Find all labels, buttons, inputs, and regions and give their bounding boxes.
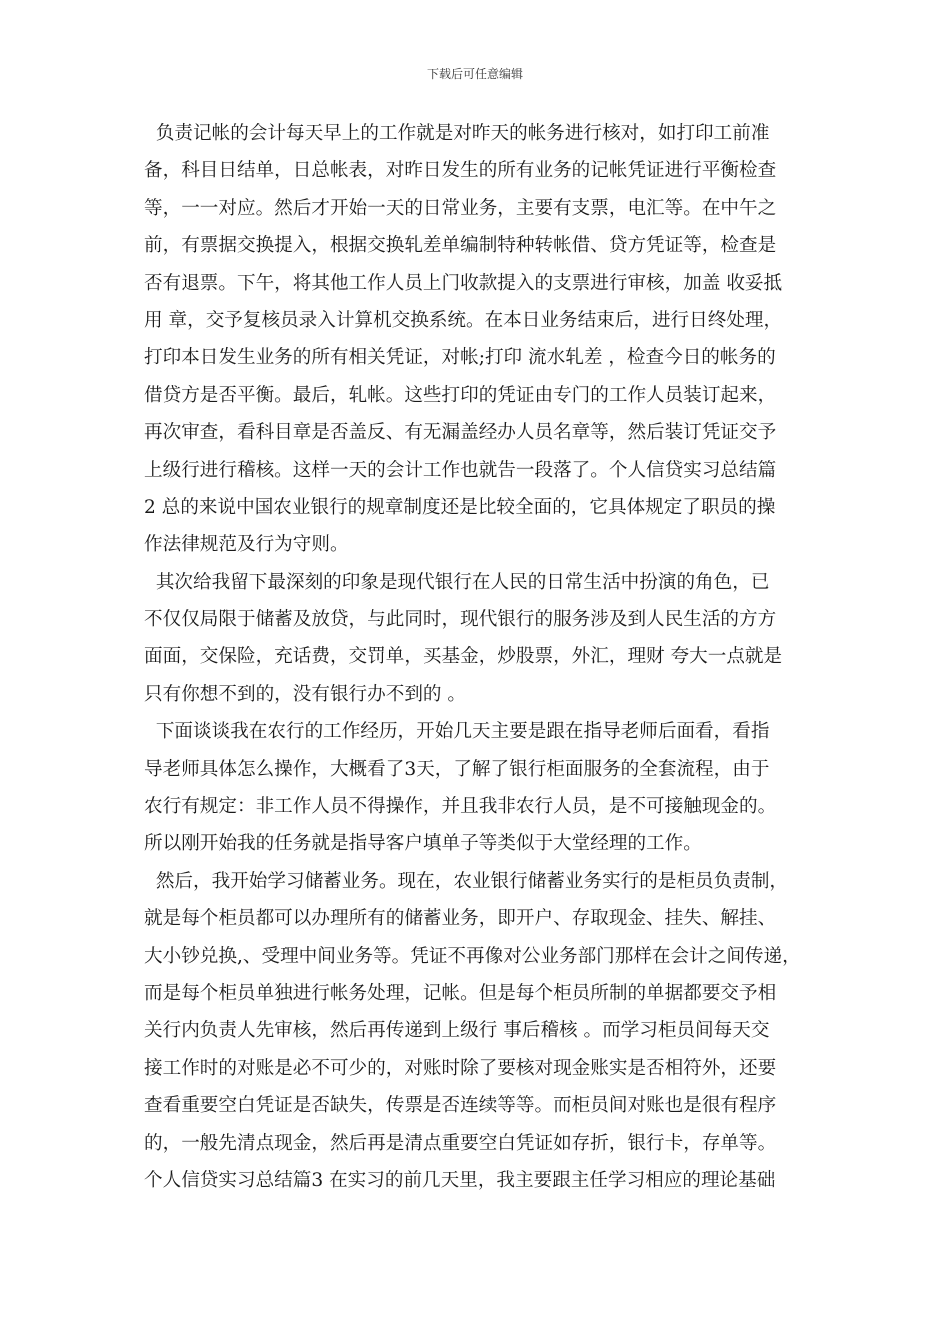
text-line: 2 总的来说中国农业银行的规章制度还是比较全面的，它具体规定了职员的操: [144, 496, 776, 518]
text-line: 的，一般先清点现金，然后再是清点重要空白凭证如存折，银行卡，存单等。: [144, 1132, 777, 1154]
page-header: 下载后可任意编辑: [426, 67, 523, 81]
text-line: 借贷方是否平衡。最后，轧帐。这些打印的凭证由专门的工作人员装订起来，: [144, 384, 777, 406]
text-line: 前，有票据交换提入，根据交换轧差单编制特种转帐借、贷方凭证等，检查是: [144, 235, 777, 257]
text-line: 不仅仅局限于储蓄及放贷，与此同时，现代银行的服务涉及到人民生活的方方: [144, 609, 777, 631]
text-line: 所以刚开始我的任务就是指导客户填单子等类似于大堂经理的工作。: [144, 833, 702, 855]
text-line: 大小钞兑换,、受理中间业务等。凭证不再像对公业务部门那样在会计之间传递，: [144, 945, 801, 967]
text-line: 等，一一对应。然后才开始一天的日常业务，主要有支票，电汇等。在中午之: [144, 197, 777, 219]
text-line: 打印本日发生业务的所有相关凭证，对帐;打印 流水轧差 ，检查今日的帐务的: [144, 347, 776, 369]
text-line: 负责记帐的会计每天早上的工作就是对昨天的帐务进行核对，如打印工前准: [144, 123, 770, 144]
text-line: 面面，交保险，充话费，交罚单，买基金，炒股票，外汇，理财 夸大一点就是: [144, 646, 783, 668]
text-line: 再次审查，看科目章是否盖反、有无漏盖经办人员名章等，然后装订凭证交予: [144, 422, 777, 444]
text-line: 而是每个柜员单独进行帐务处理，记帐。但是每个柜员所制的单据都要交予相: [144, 982, 777, 1004]
text-line: 个人信贷实习总结篇3 在实习的前几天里，我主要跟主任学习相应的理论基础: [144, 1169, 776, 1191]
text-line: 下面谈谈我在农行的工作经历，开始几天主要是跟在指导老师后面看，看指: [144, 721, 770, 743]
text-line: 农行有规定：非工作人员不得操作，并且我非农行人员，是不可接触现金的。: [144, 796, 777, 818]
text-line: 接工作时的对账是必不可少的，对账时除了要核对现金账实是否相符外，还要: [144, 1057, 777, 1079]
text-line: 只有你想不到的，没有银行办不到的 。: [144, 683, 467, 705]
document-body: [144, 115, 816, 1199]
text-line: 其次给我留下最深刻的印象是现代银行在人民的日常生活中扮演的角色，已: [144, 571, 770, 593]
text-line: 否有退票。下午，将其他工作人员上门收款提入的支票进行审核，加盖 收妥抵: [144, 272, 783, 294]
text-line: 就是每个柜员都可以办理所有的储蓄业务，即开户、存取现金、挂失、解挂、: [144, 908, 777, 930]
text-line: 查看重要空白凭证是否缺失，传票是否连续等等。而柜员间对账也是很有程序: [144, 1095, 777, 1117]
text-line: 作法律规范及行为守则。: [144, 534, 349, 556]
text-line: 备，科目日结单，日总帐表，对昨日发生的所有业务的记帐凭证进行平衡检查: [144, 160, 777, 182]
text-line: 用 章，交予复核员录入计算机交换系统。在本日业务结束后，进行日终处理，: [144, 309, 783, 331]
text-line: 上级行进行稽核。这样一天的会计工作也就告一段落了。个人信贷实习总结篇: [144, 459, 777, 481]
text-line: 关行内负责人先审核，然后再传递到上级行 事后稽核 。而学习柜员间每天交: [144, 1020, 770, 1042]
text-line: 导老师具体怎么操作，大概看了3天，了解了银行柜面服务的全套流程，由于: [144, 758, 770, 780]
text-line: 然后，我开始学习储蓄业务。现在，农业银行储蓄业务实行的是柜员负责制，: [144, 870, 789, 892]
